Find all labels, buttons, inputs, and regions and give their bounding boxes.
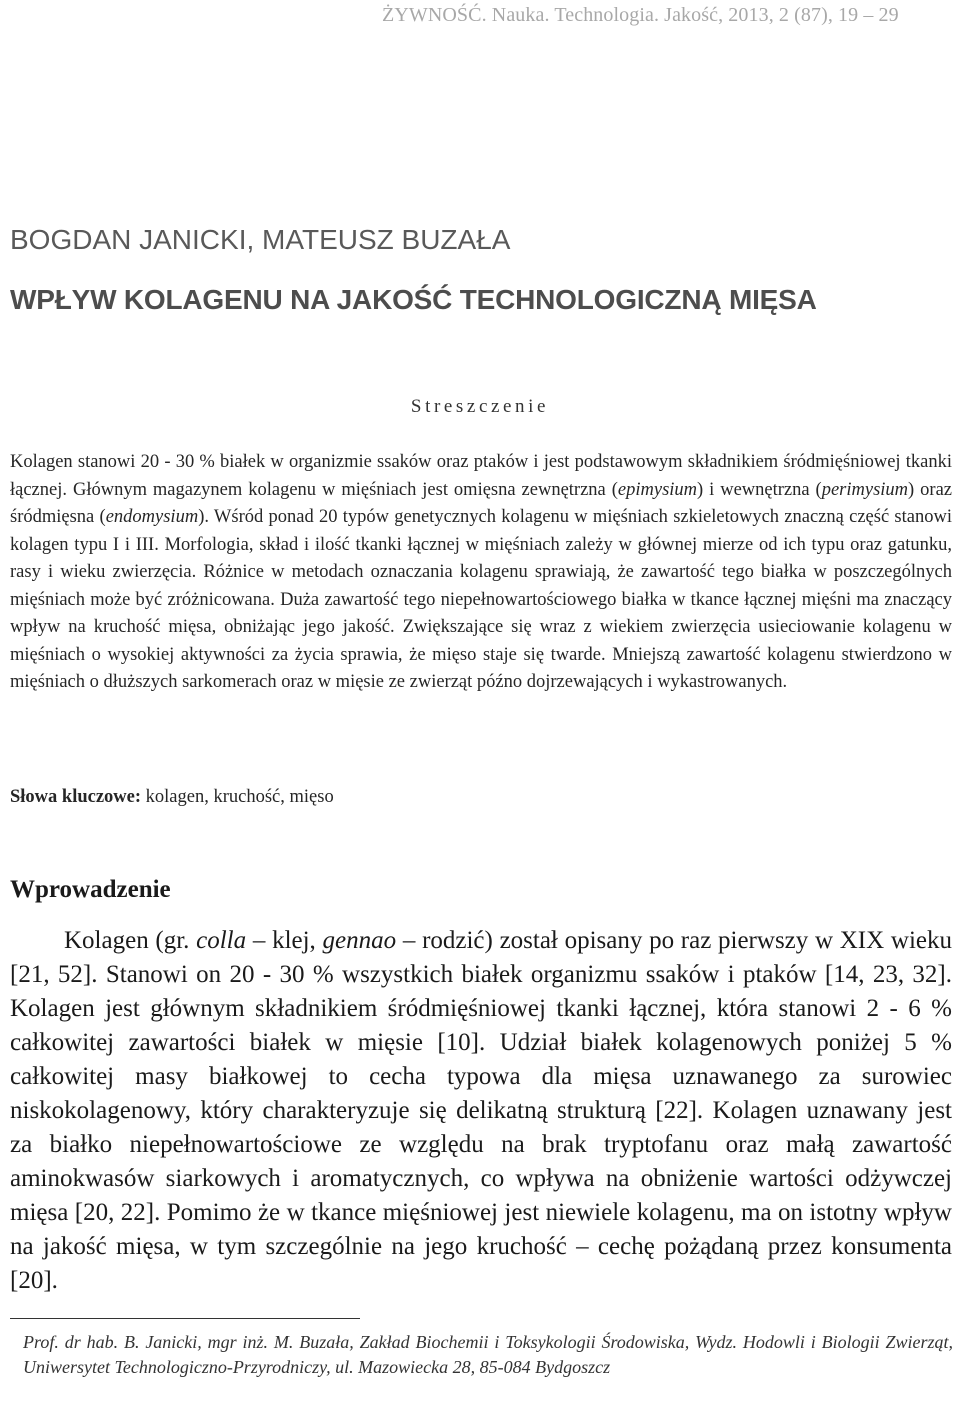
abstract-text-part: ) oraz śródmięsna ( (10, 479, 952, 527)
abstract-text-part: ) i wewnętrzna ( (697, 479, 822, 500)
abstract-text (10, 449, 952, 697)
introduction-text-part: – rodzić) został opisany po raz pierwszy w XIX wieku [21, 52]. Stanowi on 20 - 30 % wszystkich białek organizmu ssaków i ptaków [14, 23, 32]. Kolagen jest głównym składnikiem śródmięśniowej tkanki łącznej, która stanowi 2 - 6 % całkowitej zawartości białek w mięsie [10]. Udział białek kolagenowych poniżej 5 % całkowitej masy białkowej to cecha typowa dla mięsa uznawanego za surowiec niskokolagenowy, który charakteryzuje się delikatną strukturą [22]. Kolagen uznawany jest za białko niepełnowartościowe ze względu na brak tryptofanu oraz małą zawartość aminokwasów siarkowych i aromatycznych, co wpływa na obniżenie wartości odżywczej mięsa [20, 22]. Pomimo że w tkance mięśniowej jest niewiele kolagenu, ma on istotny wpływ na jakość mięsa, w tym szczególnie na jego kruchość – cechę pożądaną przez konsumenta [20]. (10, 927, 952, 1294)
abstract-heading: Streszczenie (410, 396, 550, 417)
author-affiliation-footnote: Prof. dr hab. B. Janicki, mgr inż. M. Buzała, Zakład Biochemii i Toksykologii Środowiska, Wydz. Hodowli i Biologii Zwierząt, Uniwersytet Technologiczno-Przyrodniczy, ul. Mazowiecka 28, 85-084 Bydgoszcz (23, 1332, 953, 1377)
latin-term: epimysium (617, 479, 698, 500)
greek-term: gennao (322, 927, 397, 954)
introduction-text (10, 924, 952, 1298)
introduction-text-part: – klej, (246, 927, 323, 954)
article-title: WPŁYW KOLAGENU NA JAKOŚĆ TECHNOLOGICZNĄ MIĘSA (10, 284, 817, 315)
abstract-text-part: Kolagen stanowi 20 - 30 % białek w organizmie ssaków oraz ptaków i jest podstawowym składnikiem śródmięśniowej tkanki łącznej. Głównym magazynem kolagenu w mięśniach jest omięsna zewnętrzna ( (10, 452, 952, 500)
running-head: ŻYWNOŚĆ. Nauka. Technologia. Jakość, 2013, 2 (87), 19 – 29 (382, 4, 899, 26)
keywords-value: kolagen, kruchość, mięso (141, 787, 334, 807)
introduction-text-part: Kolagen (gr. (64, 927, 197, 954)
authors: BOGDAN JANICKI, MATEUSZ BUZAŁA (10, 224, 511, 255)
abstract-text-part: ). Wśród ponad 20 typów genetycznych kolagenu w mięśniach szkieletowych znaczną część stanowi kolagen typu I i III. Morfologia, skład i ilość tkanki łącznej w mięśniach zależy w głównej mierze od ich typu oraz gatunku, rasy i wieku zwierzęcia. Różnice w metodach oznaczania kolagenu sprawiają, że zawartość tego białka w poszczególnych mięśniach może być zróżnicowana. Duża zawartość tego niepełnowartościowego białka w tkance łącznej mięśni ma znaczący wpływ na kruchość mięsa, obniżając jego jakość. Zwiększające się wraz z wiekiem zwierzęcia usieciowanie kolagenu w mięśniach o wysokiej aktywności za życia sprawia, że mięso staje się twarde. Mniejszą zawartość kolagenu stwierdzono w mięśniach o dłuższych sarkomerach oraz w mięsie ze zwierząt późno dojrzewających i wykastrowanych. (10, 507, 952, 692)
latin-term: perimysium (821, 479, 909, 500)
footnote-divider (10, 1318, 360, 1319)
greek-term: colla (196, 927, 247, 954)
keywords (10, 787, 334, 808)
latin-term: endomysium (105, 507, 199, 527)
section-heading-introduction: Wprowadzenie (10, 876, 171, 903)
keywords-label: Słowa kluczowe: (10, 787, 142, 807)
